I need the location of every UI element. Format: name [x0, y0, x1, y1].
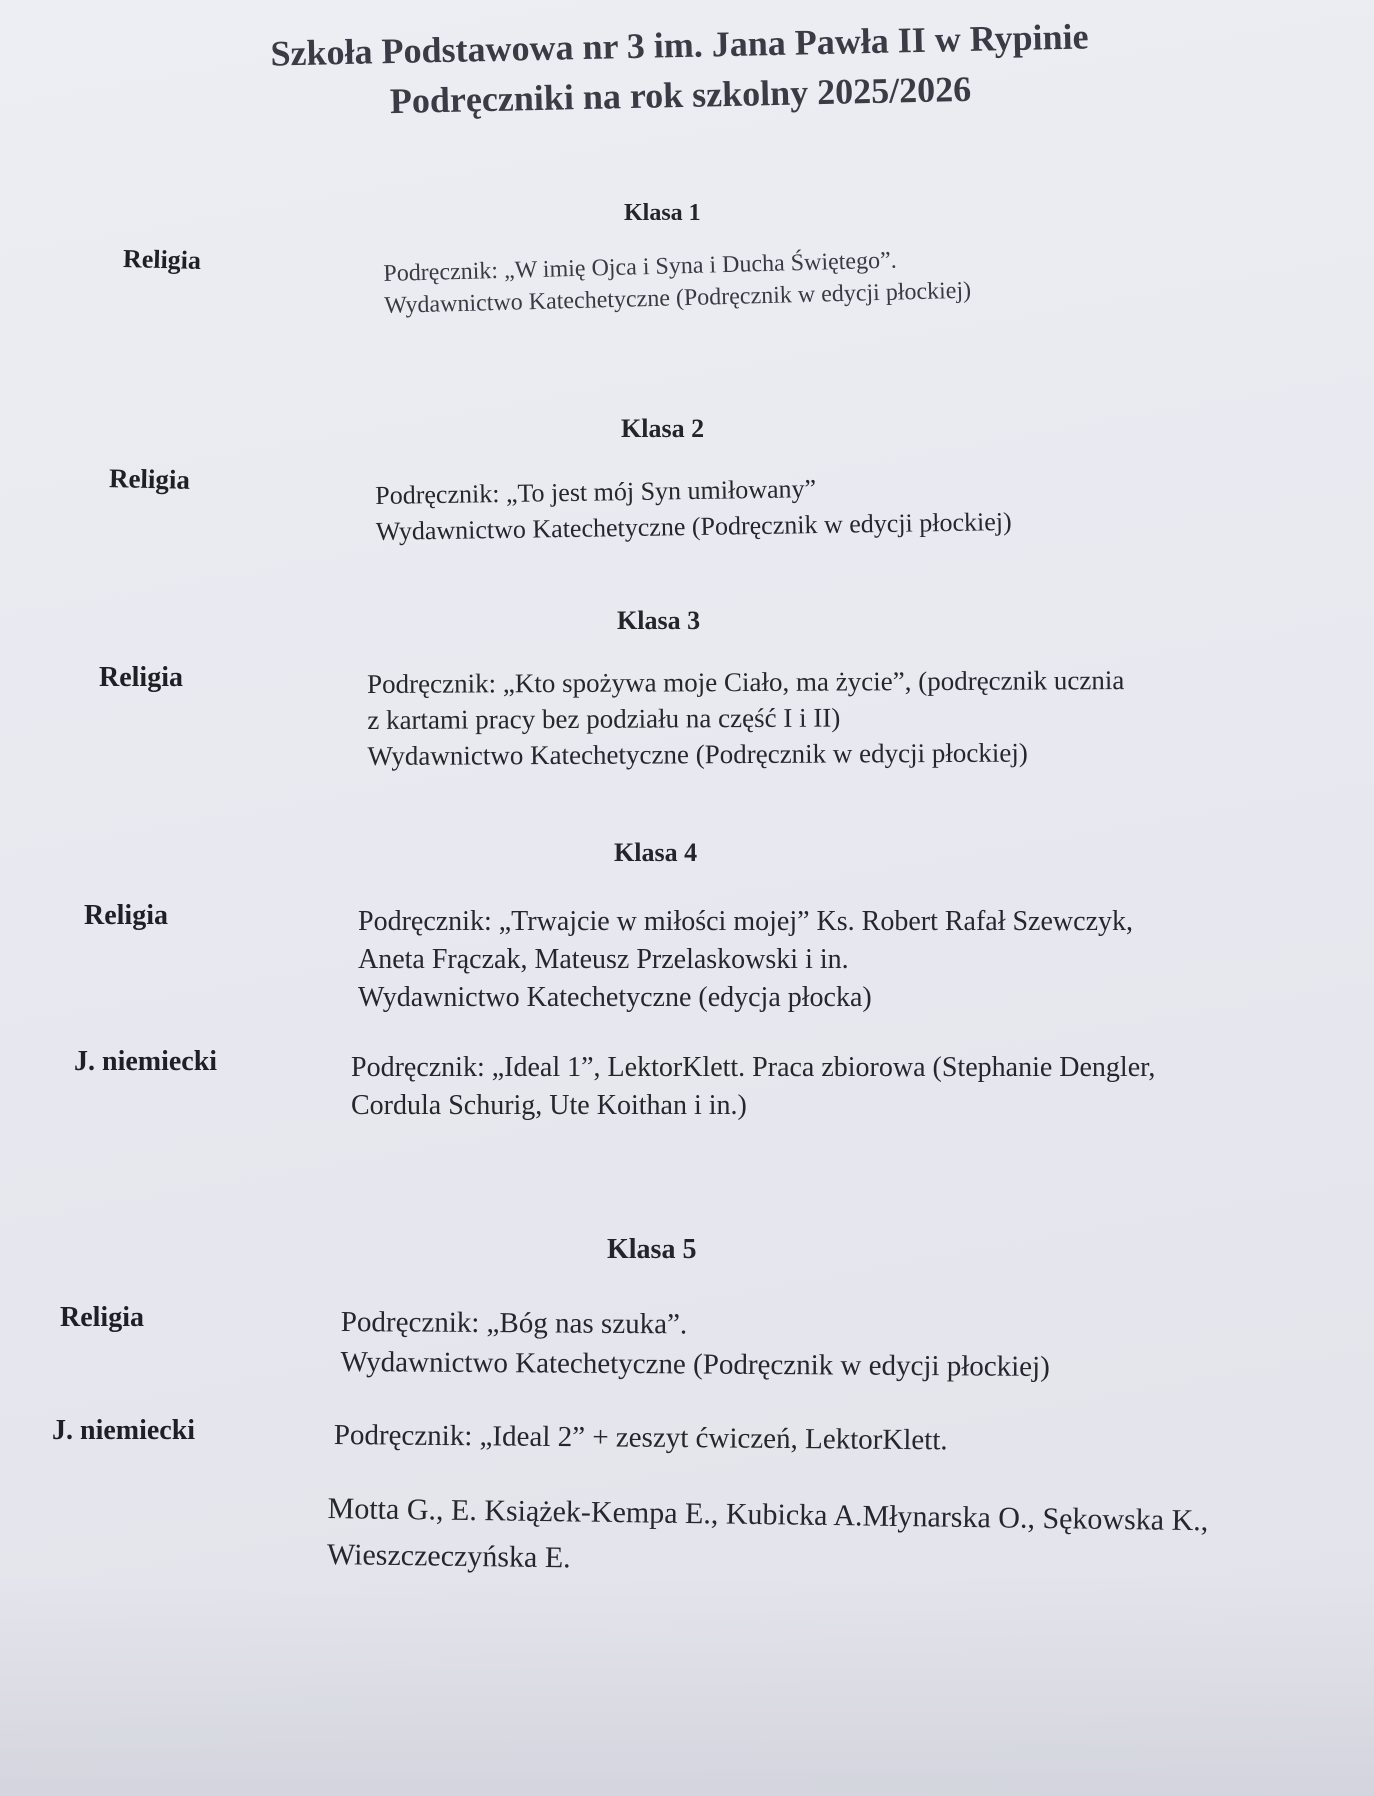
class-3-subject-religia: Religia [99, 662, 183, 693]
class-2-subject-religia: Religia [108, 463, 191, 495]
textbook-line: Podręcznik: „Ideal 2” + zeszyt ćwiczeń, LektorKlett. [333, 1418, 948, 1457]
class-5-niemiecki-authors [327, 1486, 1209, 1590]
textbook-line: Podręcznik: „To jest mój Syn umiłowany” [375, 474, 817, 510]
class-4-subject-niemiecki: J. niemiecki [74, 1046, 218, 1077]
class-5-religia-textbook [340, 1302, 1050, 1387]
class-4-religia-textbook [358, 903, 1133, 1017]
publisher-line: Wydawnictwo Katechetyczne (Podręcznik w edycji płockiej) [383, 277, 972, 319]
authors-line: Wieszczeczyńska E. [326, 1537, 571, 1575]
document-header [179, 10, 1181, 131]
publisher-line: Wydawnictwo Katechetyczne (Podręcznik w edycji płockiej) [367, 737, 1028, 771]
school-name: Szkoła Podstawowa nr 3 im. Jana Pawła II w Rypinie [270, 16, 1089, 74]
authors-line: Aneta Frączak, Mateusz Przelaskowski i in. [358, 944, 849, 975]
textbook-line: Podręcznik: „W imię Ojca i Syna i Ducha Świętego”. [383, 247, 898, 287]
publisher-line: Wydawnictwo Katechetyczne (Podręcznik w edycji płockiej) [340, 1345, 1050, 1383]
textbook-line: Podręcznik: „Trwajcie w miłości mojej” Ks. Robert Rafał Szewczyk, [358, 906, 1133, 937]
class-4-subject-religia: Religia [84, 900, 168, 931]
authors-line: Cordula Schurig, Ute Koithan i in.) [351, 1090, 747, 1121]
textbook-line: Podręcznik: „Bóg nas szuka”. [340, 1305, 688, 1341]
class-5-subject-religia: Religia [60, 1302, 144, 1333]
class-5-niemiecki-textbook [334, 1415, 948, 1460]
class-2-religia-textbook [375, 468, 1012, 550]
class-4-heading: Klasa 4 [614, 838, 698, 867]
document-title: Podręczniki na rok szkolny 2025/2026 [389, 68, 972, 122]
class-4-niemiecki-textbook [351, 1049, 1155, 1125]
class-2-heading: Klasa 2 [621, 414, 705, 443]
class-3-heading: Klasa 3 [617, 606, 701, 635]
textbook-line: Podręcznik: „Kto spożywa moje Ciało, ma życie”, (podręcznik ucznia [367, 665, 1125, 699]
textbook-line: Podręcznik: „Ideal 1”, LektorKlett. Praca zbiorowa (Stephanie Dengler, [351, 1052, 1156, 1083]
class-1-subject-religia: Religia [122, 243, 202, 276]
textbook-note-line: z kartami pracy bez podziału na część I i II) [367, 702, 841, 735]
class-1-heading: Klasa 1 [624, 200, 701, 226]
class-5-heading: Klasa 5 [607, 1234, 697, 1265]
publisher-line: Wydawnictwo Katechetyczne (edycja płocka) [358, 982, 872, 1013]
class-3-religia-textbook [367, 662, 1125, 774]
class-5-subject-niemiecki: J. niemiecki [52, 1415, 196, 1446]
class-1-religia-textbook [383, 243, 971, 322]
authors-line: Motta G., E. Książek-Kempa E., Kubicka A.Młynarska O., Sękowska K., [327, 1491, 1209, 1538]
publisher-line: Wydawnictwo Katechetyczne (Podręcznik w edycji płockiej) [375, 507, 1012, 546]
page-shadow [0, 1576, 1374, 1796]
